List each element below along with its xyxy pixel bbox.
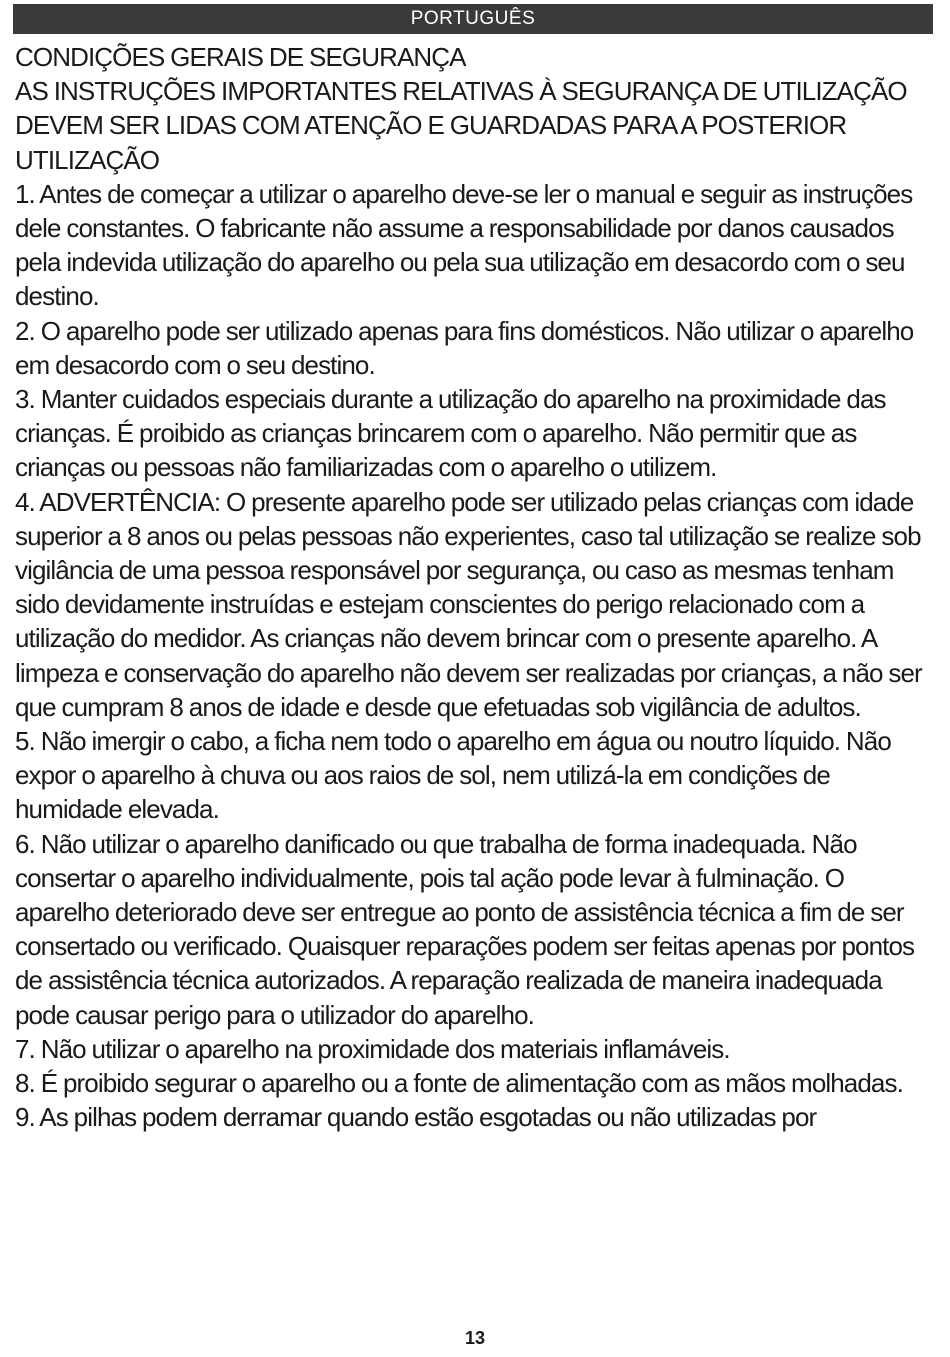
safety-item-2: 2. O aparelho pode ser utilizado apenas para fins domésticos. Não utilizar o aparelho em desacordo com o seu destino. <box>15 315 914 380</box>
safety-item-5: 5. Não imergir o cabo, a ficha nem todo o aparelho em água ou noutro líquido. Não expor o aparelho à chuva ou aos raios de sol, nem utilizá-la em condições de humidade elevada. <box>15 726 891 825</box>
safety-item-4: 4. ADVERTÊNCIA: O presente aparelho pode ser utilizado pelas crianças com idade superior a 8 anos ou pelas pessoas não experientes, caso tal utilização se realize sob vigilância de uma pessoa responsável por segurança, ou caso as mesmas tenham sido devidamente instruídas e estejam conscientes do perigo relacionado com a utilização do medidor. As crianças não devem brincar com o presente aparelho. A limpeza e conservação do aparelho não devem ser realizadas por crianças, a não ser que cumpram 8 anos de idade e desde que efetuadas sob vigilância de adultos. <box>15 486 922 722</box>
safety-item-8: 8. É proibido segurar o aparelho ou a fonte de alimentação com as mãos molhadas. <box>15 1068 903 1099</box>
safety-item-9: 9. As pilhas podem derramar quando estão esgotadas ou não utilizadas por <box>15 1102 817 1133</box>
safety-item-1: 1. Antes de começar a utilizar o aparelho deve-se ler o manual e seguir as instruções dele constantes. O fabricante não assume a responsabilidade por danos causados pela indevida utilização do aparelho ou pela sua utilização em desacordo com o seu destino. <box>15 178 913 312</box>
safety-item-7: 7. Não utilizar o aparelho na proximidade dos materiais inflamáveis. <box>15 1033 730 1064</box>
section-title: CONDIÇÕES GERAIS DE SEGURANÇA <box>15 42 466 72</box>
safety-item-3: 3. Manter cuidados especiais durante a utilização do aparelho na proximidade das crianças. É proibido as crianças brincarem com o aparelho. Não permitir que as crianças ou pessoas não familiarizadas com o aparelho o utilizem. <box>15 384 886 483</box>
page-number: 13 <box>464 1328 486 1348</box>
language-header: PORTUGUÊS <box>13 4 933 34</box>
section-subtitle: AS INSTRUÇÕES IMPORTANTES RELATIVAS À SEGURANÇA DE UTILIZAÇÃO DEVEM SER LIDAS COM ATENÇÃO E GUARDADAS PARA A POSTERIOR UTILIZAÇÃO <box>15 76 907 175</box>
document-body <box>15 40 935 1135</box>
safety-item-6: 6. Não utilizar o aparelho danificado ou que trabalha de forma inadequada. Não consertar o aparelho individualmente, pois tal ação pode levar à fulminação. O aparelho deteriorado deve ser entregue ao ponto de assistência técnica a fim de ser consertado ou verificado. Quaisquer reparações podem ser feitas apenas por pontos de assistência técnica autorizados. A reparação realizada de maneira inadequada pode causar perigo para o utilizador do aparelho. <box>15 828 915 1030</box>
